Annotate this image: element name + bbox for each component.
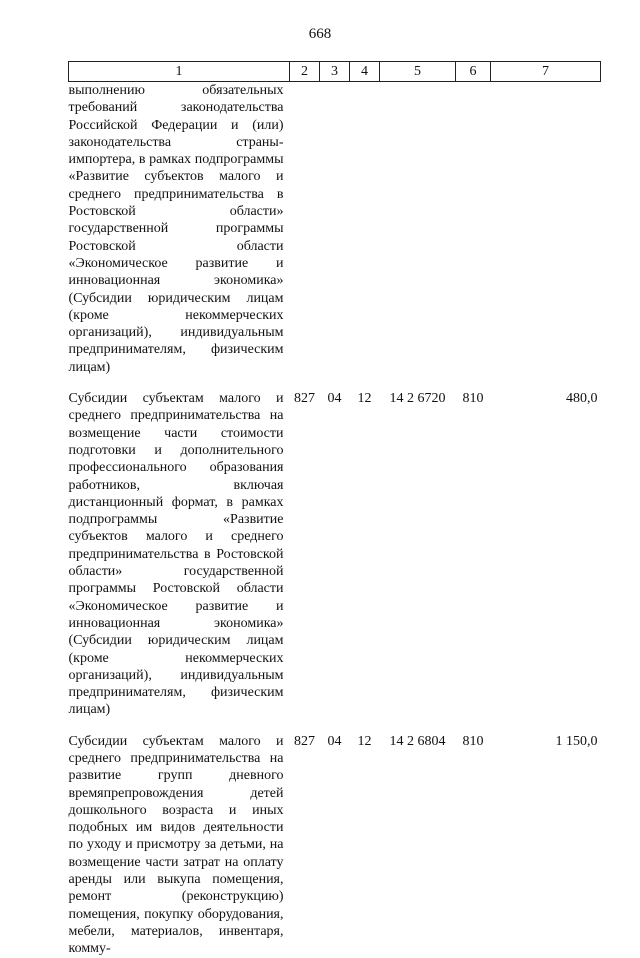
row-description: Субсидии субъектам малого и среднего предпринимательства на развитие групп дневного времяпрепровождения детей дошкольного возраста и иных подобных им видов деятельности по уходу и присмотру за детьми, на возмещение части затрат на оплату аренды или выкупа помещения, ремонт (реконструкцию) помещения, покупку оборудования, мебели, материалов, инвентаря, комму-: [68, 733, 284, 957]
row-spacer: [69, 376, 601, 390]
column-header-1: 1: [69, 62, 290, 82]
budget-table: [68, 61, 601, 958]
column-header-7: 7: [491, 62, 601, 82]
cell-expense-type: 810: [462, 391, 484, 407]
cell-amount: 1 150,0: [555, 733, 598, 749]
cell-ministry-code: [290, 82, 320, 377]
table-row: [69, 733, 601, 958]
cell-section: 04: [327, 391, 342, 407]
cell-amount: 480,0: [566, 391, 598, 407]
cell-expense-type: [456, 82, 491, 377]
cell-section: 04: [327, 733, 342, 749]
column-header-3: 3: [320, 62, 350, 82]
header-row: [69, 62, 601, 82]
cell-subsection: 12: [357, 733, 372, 749]
cell-section: [320, 82, 350, 377]
cell-subsection: 12: [357, 391, 372, 407]
column-header-4: 4: [350, 62, 380, 82]
cell-ministry-code: 827: [294, 391, 315, 407]
table-row: [69, 82, 601, 377]
column-header-2: 2: [290, 62, 320, 82]
table-row: [69, 390, 601, 719]
cell-ministry-code: 827: [294, 733, 315, 749]
column-header-5: 5: [380, 62, 456, 82]
cell-subsection: [350, 82, 380, 377]
cell-target-article: 14 2 6720: [389, 391, 446, 407]
page-number: 668: [308, 26, 332, 42]
row-description: Субсидии субъектам малого и среднего предпринимательства на возмещение части стоимости подготовки и дополнительного профессионального образования работников, включая дистанционный формат, в рамках подпрограммы «Развитие субъектов малого и среднего предпринимательства в Ростовской области» государственной программы Ростовской области «Экономическое развитие и инновационная экономика» (Субсидии юридическим лицам (кроме некоммерческих организаций), индивидуальным предпринимателям, физическим лицам): [68, 391, 284, 718]
cell-expense-type: 810: [462, 733, 484, 749]
row-spacer: [69, 719, 601, 733]
cell-target-article: 14 2 6804: [389, 733, 446, 749]
cell-amount: [491, 82, 601, 377]
cell-target-article: [380, 82, 456, 377]
column-header-6: 6: [456, 62, 491, 82]
row-description: выполнению обязательных требований законодательства Российской Федерации и (или) законодательства страны-импортера, в рамках подпрограммы «Развитие субъектов малого и среднего предпринимательства в Ростовской области» государственной программы Ростовской области «Экономическое развитие и инновационная экономика» (Субсидии юридическим лицам (кроме некоммерческих организаций), индивидуальным предпринимателям, физическим лицам): [68, 83, 284, 375]
